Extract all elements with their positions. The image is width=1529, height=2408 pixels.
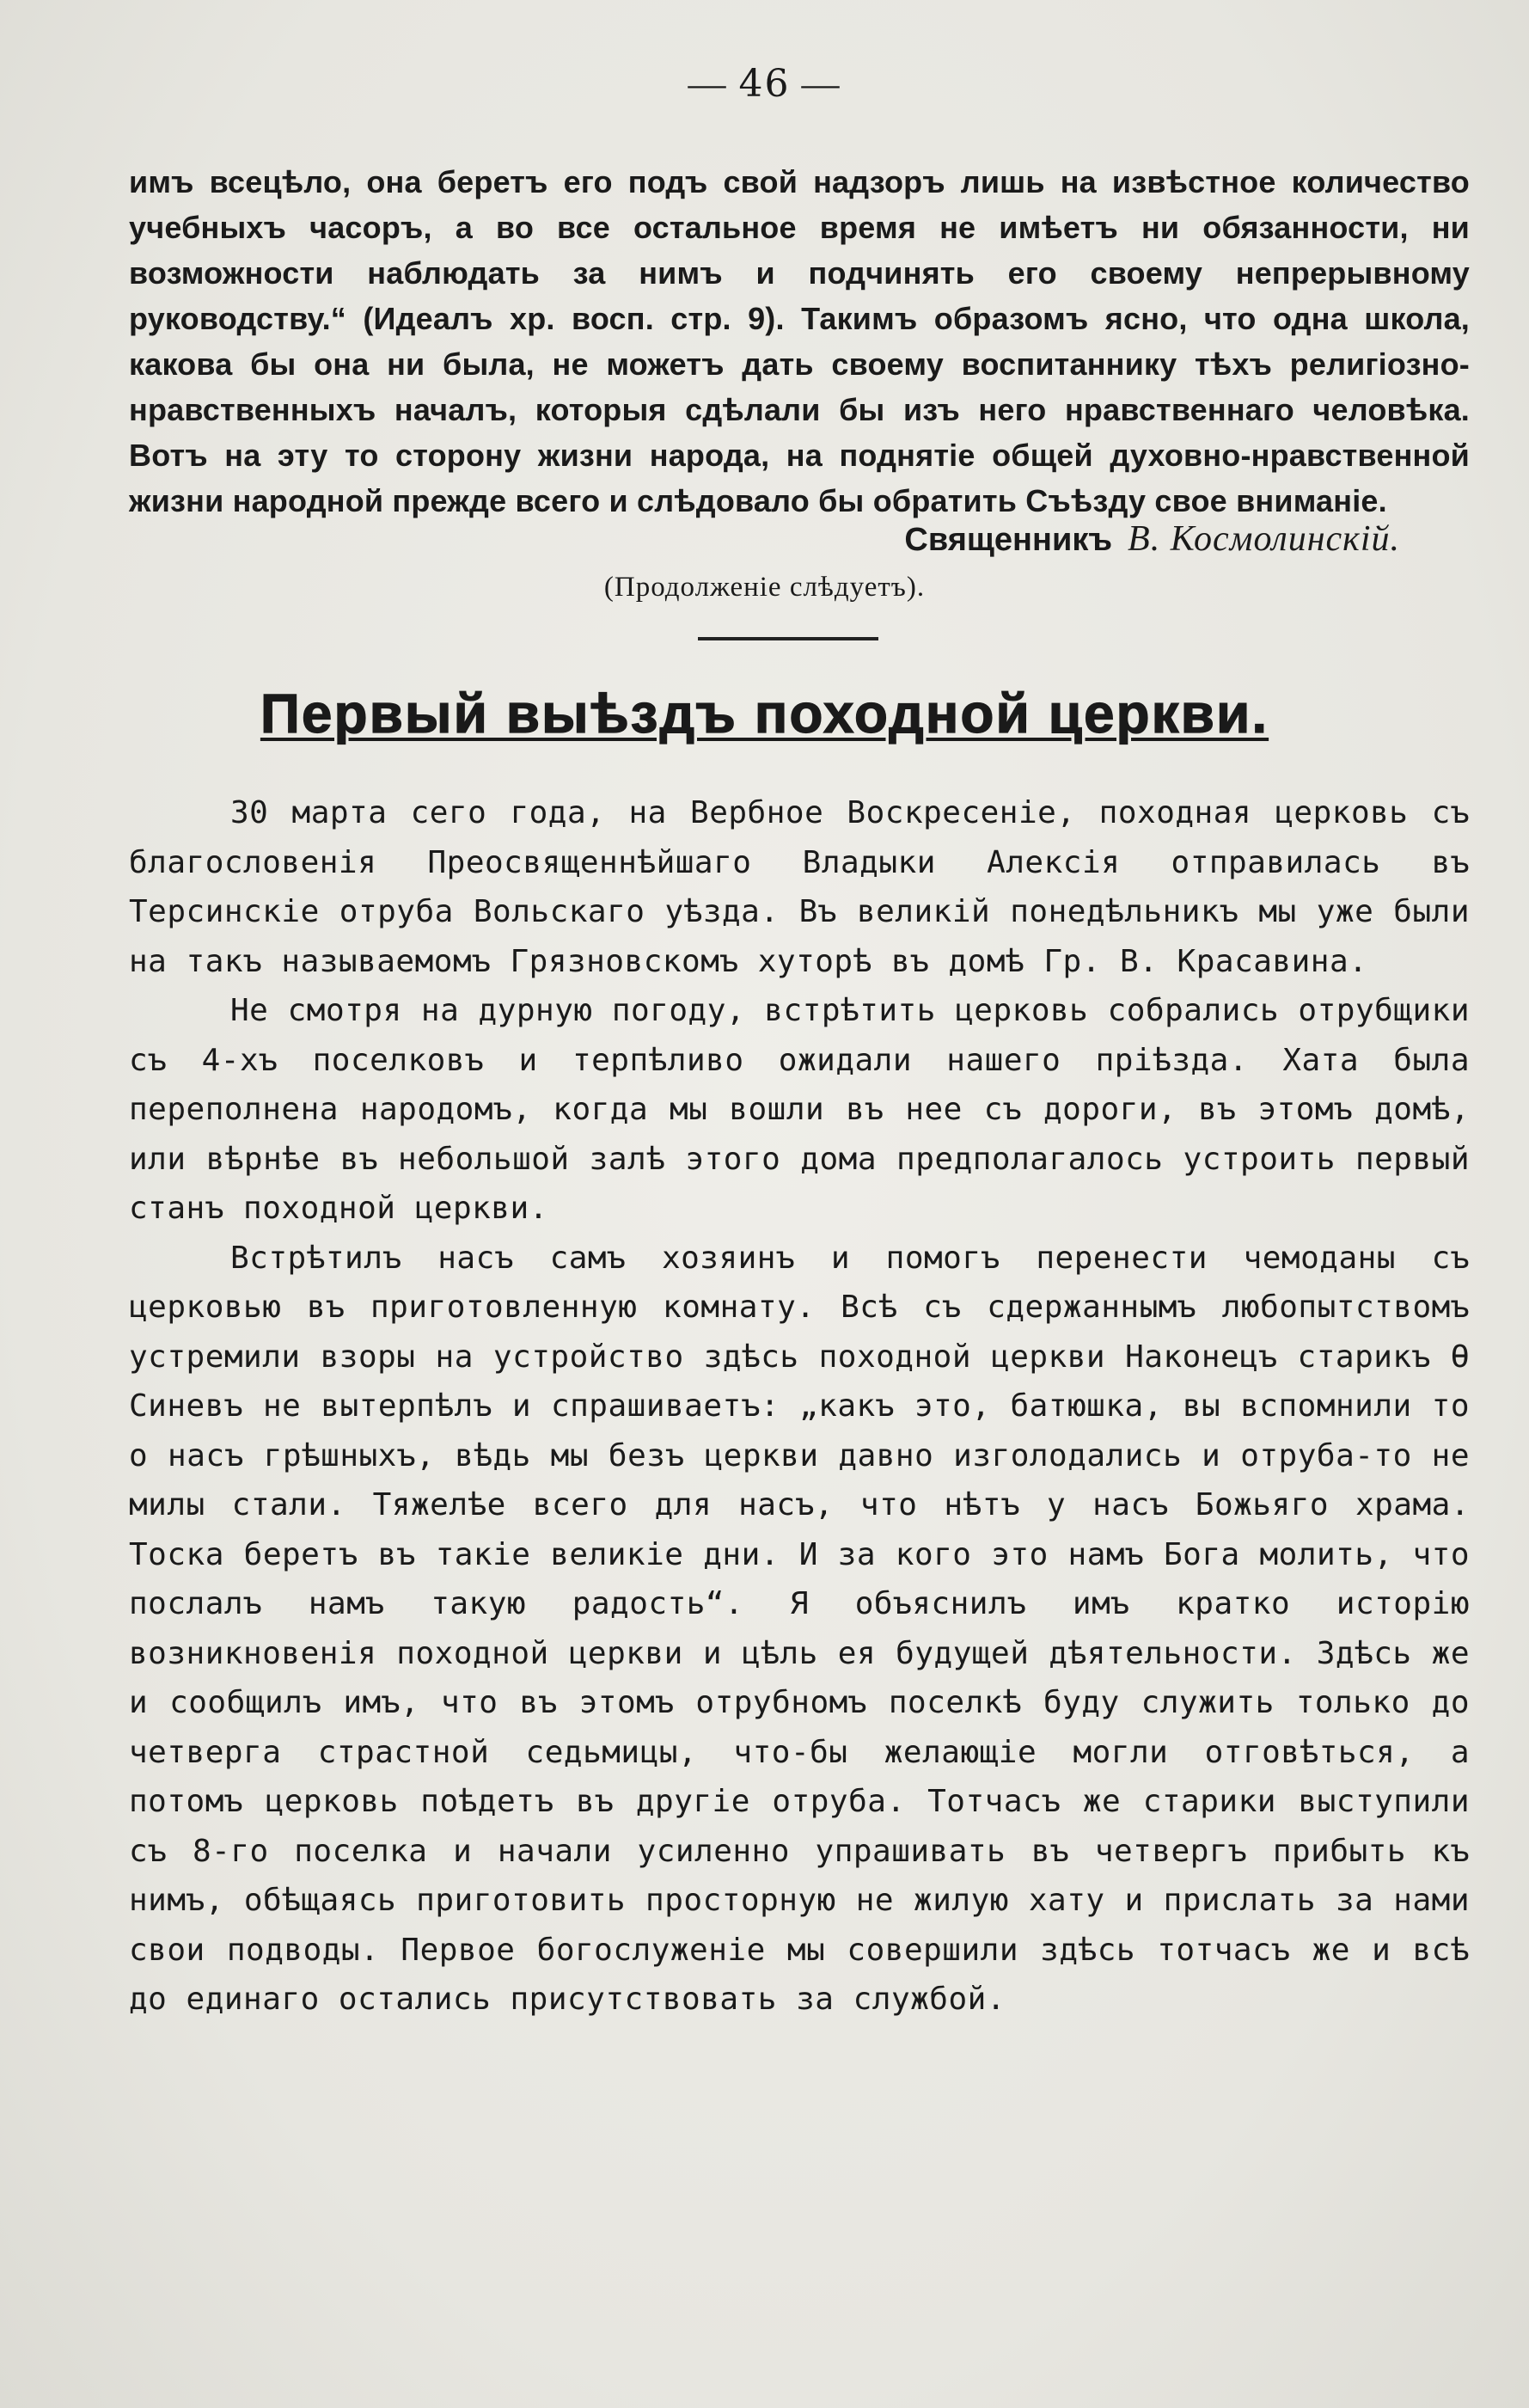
to-be-continued-note: (Продолженіе слѣдуетъ). [603,572,926,603]
previous-article-continuation [129,159,1470,524]
section-divider [698,637,878,640]
signature-role: Священникъ [904,522,1113,558]
article-body [129,788,1470,2025]
signature-name: В. Космолинскій. [1128,519,1400,559]
article-paragraph-2: Не смотря на дурную погоду, встрѣтить церковь собрались отрубщики съ 4-хъ поселковъ и терпѣливо ожидали нашего пріѣзда. Хата была переполнена народомъ, когда мы вошли въ нее съ дороги, въ этомъ домѣ, или вѣрнѣе въ небольшой залѣ этого дома предполагалось устроить первый станъ походной церкви. [129,993,1470,1226]
page-number: — 46 — [688,62,841,106]
author-signature [904,518,1400,561]
article-title: Первый выѣздъ походной церкви. [260,683,1269,744]
article-paragraph-3: Встрѣтилъ насъ самъ хозяинъ и помогъ перенести чемоданы съ церковью въ приготовленную комнату. Всѣ съ сдержаннымъ любопытствомъ устремили взоры на устройство здѣсь походной церкви Наконецъ старикъ Ѳ Синевъ не вытерпѣлъ и спрашиваетъ: „какъ это, батюшка, вы вспомнили то о насъ грѣшныхъ, вѣдь мы безъ церкви давно изголодались и отруба-то не милы стали. Тяжелѣе всего для насъ, что нѣтъ у насъ Божьяго храма. Тоска беретъ въ такіе великіе дни. И за кого это намъ Бога молить, что послалъ намъ такую радость“. Я объяснилъ имъ кратко исторію возникновенія походной церкви и цѣль ея будущей дѣятельности. Здѣсь же и сообщилъ имъ, что въ этомъ отрубномъ поселкѣ буду служить только до четверга страстной седьмицы, что-бы желающіе могли отговѣться, а потомъ церковь поѣдетъ въ другіе отруба. Тотчасъ же старики выступили съ 8-го поселка и начали усиленно упрашивать въ четвергъ прибыть къ нимъ, обѣщаясь приготовить просторную не жилую хату и прислать за нами свои подводы. Первое богослуженіе мы совершили здѣсь тотчасъ же и всѣ до единаго остались присутствовать за службой. [129,1240,1470,2017]
page-number-value: 46 [738,62,791,106]
article-paragraph-1: 30 марта сего года, на Вербное Воскресеніе, походная церковь съ благословенія Преосвященнѣйшаго Владыки Алексія отправилась въ Терсинскіе отруба Вольскаго уѣзда. Въ великій понедѣльникъ мы уже были на такъ называемомъ Грязновскомъ хуторѣ въ домѣ Гр. В. Красавина. [129,795,1470,979]
continuation-paragraph: имъ всецѣло, она беретъ его подъ свой надзоръ лишь на извѣстное количество учебныхъ часоръ, а во все остальное время не имѣетъ ни обязанности, ни возможности наблюдать за нимъ и подчинять его своему непрерывному руководству.“ (Идеалъ хр. восп. стр. 9). Такимъ образомъ ясно, что одна школа, какова бы она ни была, не можетъ дать своему воспитаннику тѣхъ религіозно-нравственныхъ началъ, которыя сдѣлали бы изъ него нравственнаго человѣка. Вотъ на эту то сторону жизни народа, на поднятіе общей духовно-нравственной жизни народной прежде всего и слѣдовало бы обратить Съѣзду свое вниманіе. [129,164,1470,518]
